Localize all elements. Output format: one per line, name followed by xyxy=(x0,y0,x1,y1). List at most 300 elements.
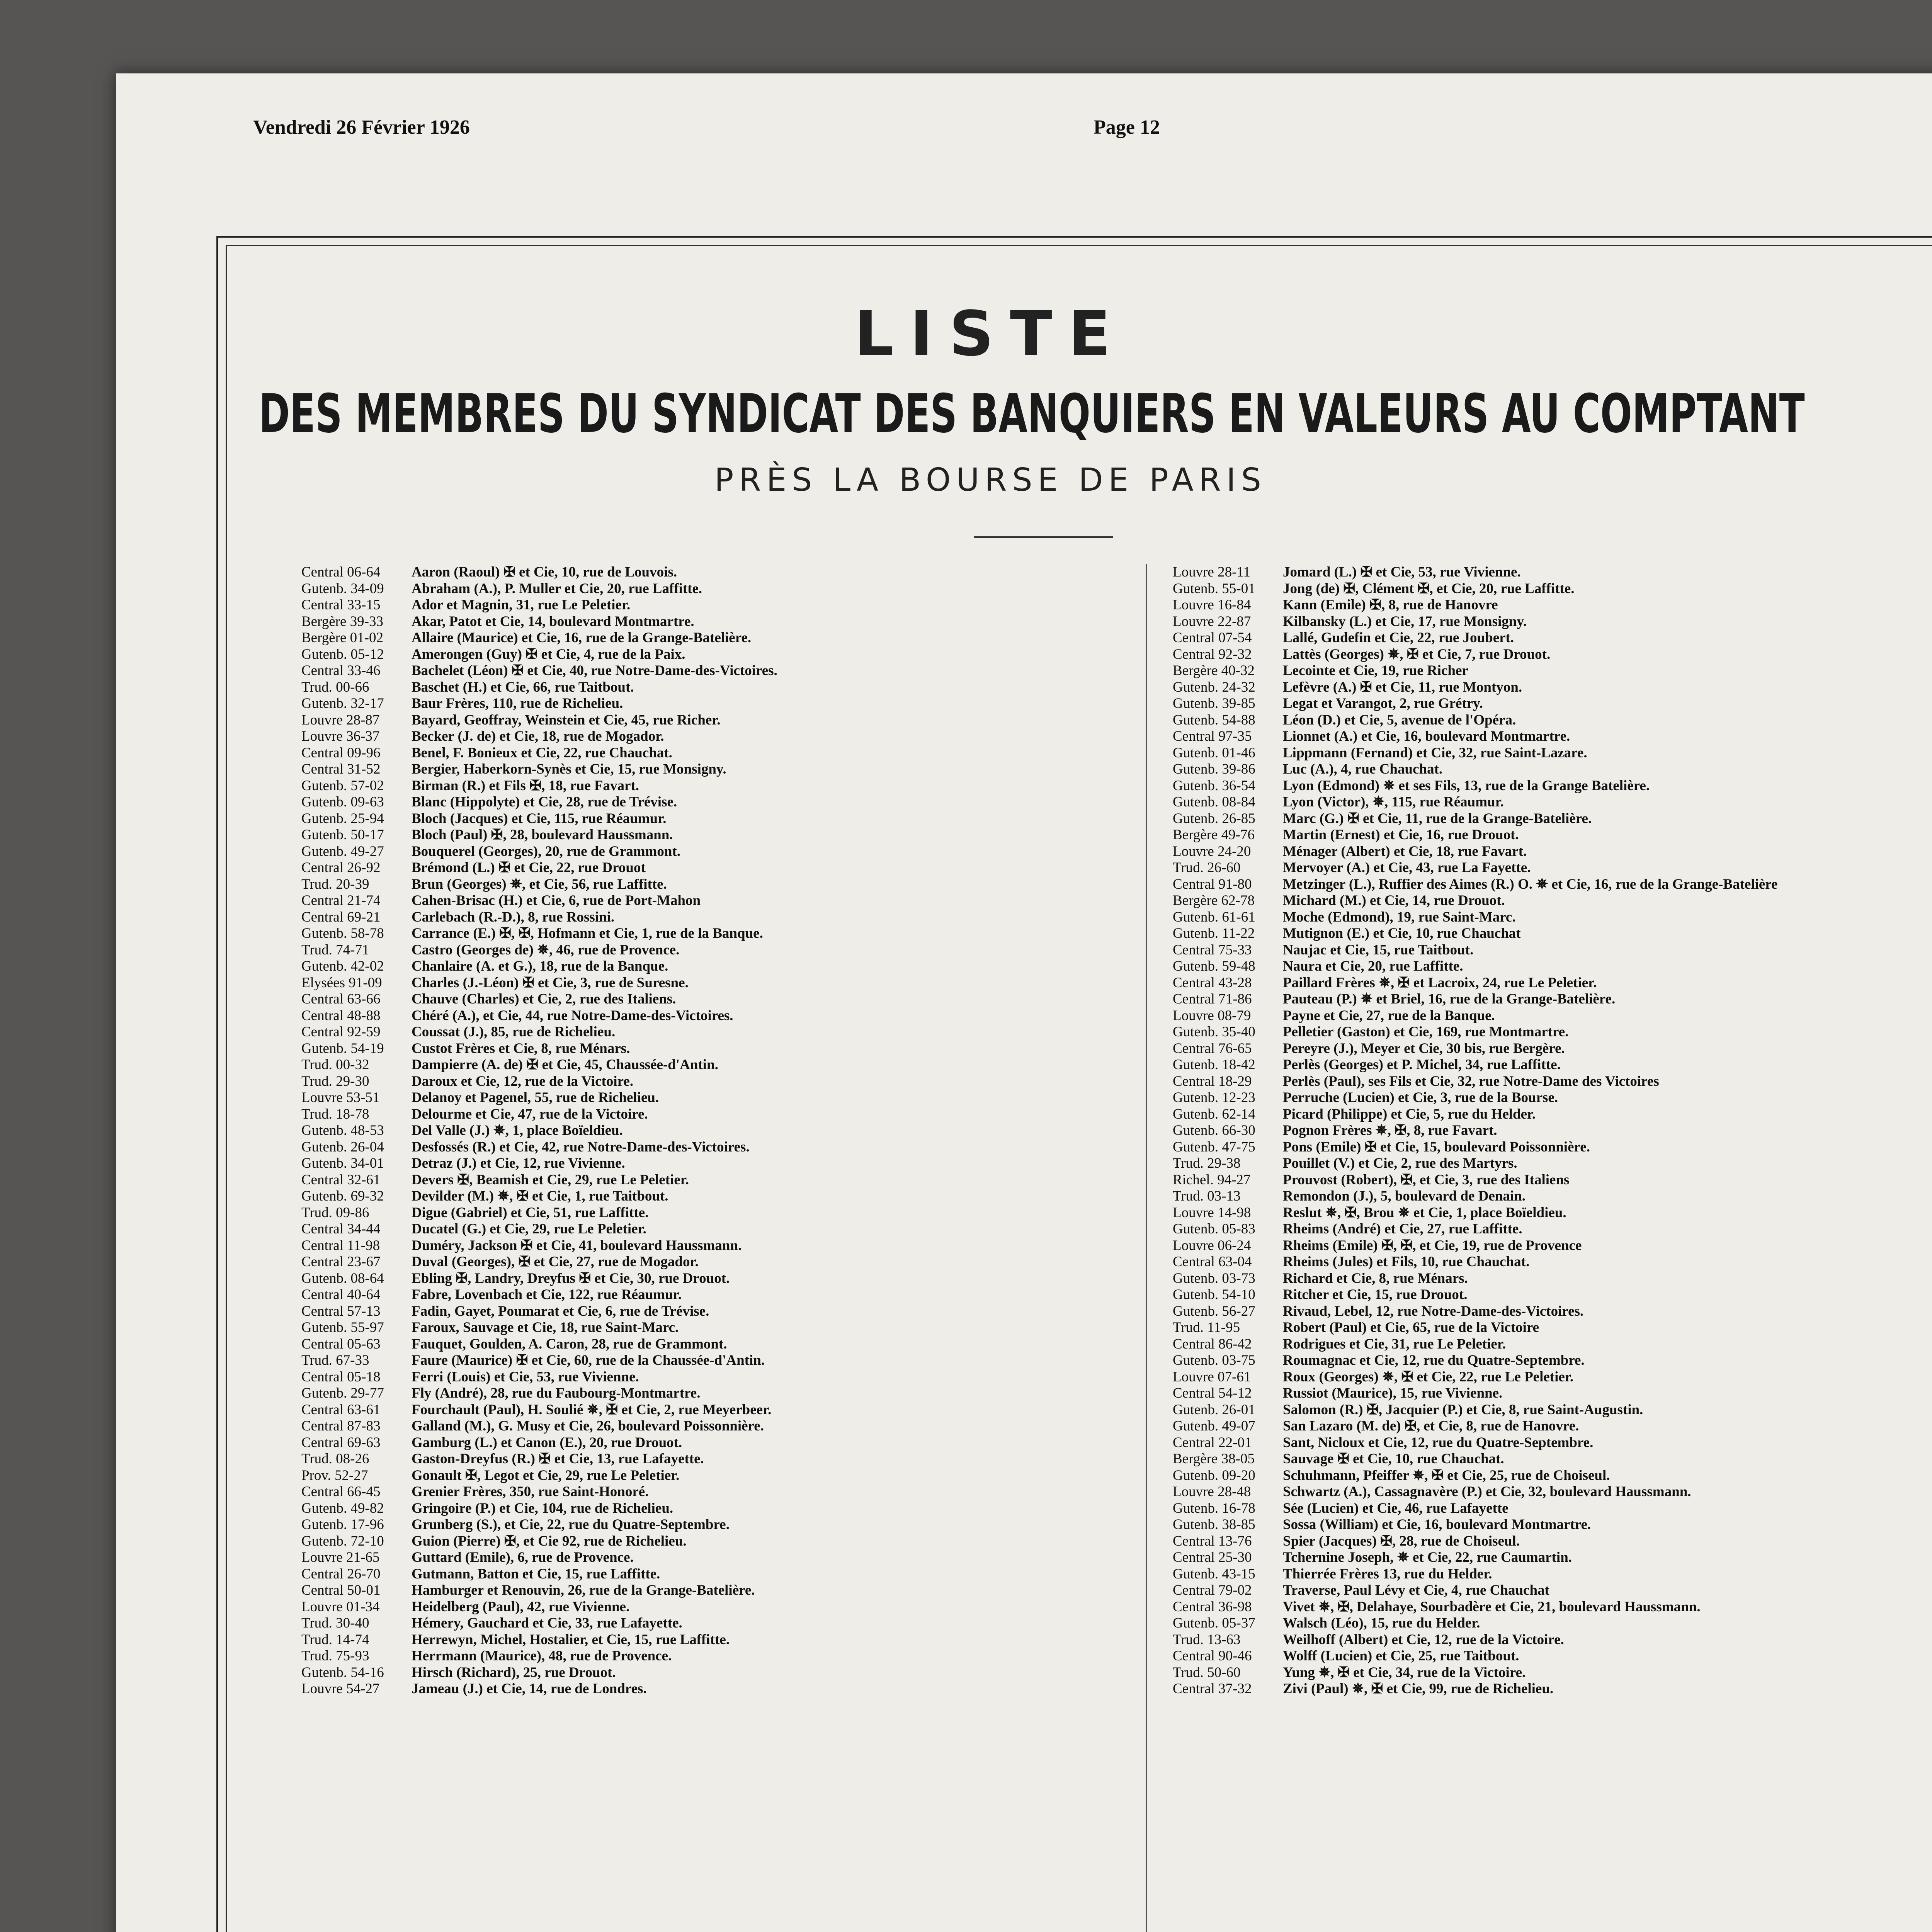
member-row xyxy=(301,630,1136,646)
member-phone: Central 11-98 xyxy=(301,1237,380,1253)
member-name: Ferri (Louis) et Cie, 53, rue Vivienne. xyxy=(412,1369,639,1385)
member-phone: Gutenb. 05-12 xyxy=(301,646,384,662)
member-row xyxy=(1173,728,1932,745)
member-name: Fabre, Lovenbach et Cie, 122, rue Réaumur. xyxy=(412,1287,682,1303)
member-phone: Elysées 91-09 xyxy=(301,975,382,991)
member-phone: Louvre 07-61 xyxy=(1173,1369,1251,1385)
member-phone: Gutenb. 72-10 xyxy=(301,1533,384,1549)
member-phone: Central 71-86 xyxy=(1173,991,1252,1007)
member-name: Sée (Lucien) et Cie, 46, rue Lafayette xyxy=(1283,1500,1509,1516)
member-row xyxy=(301,1648,1136,1665)
member-phone: Central 92-59 xyxy=(301,1024,381,1040)
member-name: Roux (Georges) ✵, ✠ et Cie, 22, rue Le Peletier. xyxy=(1283,1369,1574,1385)
member-row xyxy=(1173,1188,1932,1205)
member-phone: Gutenb. 38-85 xyxy=(1173,1517,1255,1532)
member-name: Rodrigues et Cie, 31, rue Le Peletier. xyxy=(1283,1336,1506,1352)
member-row xyxy=(1173,1172,1932,1189)
member-row xyxy=(301,1435,1136,1451)
member-phone: Gutenb. 26-04 xyxy=(301,1139,384,1155)
member-phone: Gutenb. 54-88 xyxy=(1173,712,1255,728)
member-name: Ador et Magnin, 31, rue Le Peletier. xyxy=(412,597,631,613)
member-row xyxy=(1173,1008,1932,1024)
member-phone: Trud. 11-95 xyxy=(1173,1320,1240,1335)
member-name: Sant, Nicloux et Cie, 12, rue du Quatre-Septembre. xyxy=(1283,1434,1594,1451)
title-pres-bourse: PRÈS LA BOURSE DE PARIS xyxy=(714,462,1267,498)
member-row xyxy=(1173,1090,1932,1106)
member-row xyxy=(301,876,1136,893)
member-phone: Trud. 29-38 xyxy=(1173,1155,1241,1171)
member-phone: Central 09-96 xyxy=(301,745,381,761)
member-row xyxy=(301,1073,1136,1090)
member-row xyxy=(1173,1681,1932,1697)
member-name: Jomard (L.) ✠ et Cie, 53, rue Vivienne. xyxy=(1283,564,1521,580)
member-phone: Louvre 24-20 xyxy=(1173,843,1251,859)
member-row xyxy=(301,794,1136,811)
member-phone: Central 23-67 xyxy=(301,1254,381,1270)
member-phone: Gutenb. 54-16 xyxy=(301,1664,384,1680)
member-phone: Trud. 26-60 xyxy=(1173,860,1241,876)
member-row xyxy=(301,1681,1136,1697)
member-name: Roumagnac et Cie, 12, rue du Quatre-Septembre. xyxy=(1283,1352,1585,1368)
member-row xyxy=(301,1451,1136,1468)
member-name: Pons (Emile) ✠ et Cie, 15, boulevard Poissonnière. xyxy=(1283,1139,1590,1155)
member-name: Baur Frères, 110, rue de Richelieu. xyxy=(412,696,623,711)
member-row xyxy=(1173,1402,1932,1418)
member-row xyxy=(1173,1303,1932,1320)
member-name: Rivaud, Lebel, 12, rue Notre-Dame-des-Victoires. xyxy=(1283,1303,1584,1319)
member-row xyxy=(1173,1106,1932,1123)
member-phone: Richel. 94-27 xyxy=(1173,1172,1251,1188)
member-name: Sossa (William) et Cie, 16, boulevard Montmartre. xyxy=(1283,1517,1591,1532)
member-row xyxy=(301,1336,1136,1353)
member-row xyxy=(1173,581,1932,597)
member-row xyxy=(301,712,1136,729)
member-row xyxy=(301,1008,1136,1024)
member-row xyxy=(1173,1599,1932,1616)
member-row xyxy=(1173,1582,1932,1599)
member-phone: Central 05-63 xyxy=(301,1336,381,1352)
member-name: Chanlaire (A. et G.), 18, rue de la Banque. xyxy=(412,958,668,974)
member-row xyxy=(301,1549,1136,1566)
member-phone: Trud. 18-78 xyxy=(301,1106,369,1122)
member-row xyxy=(1173,1451,1932,1468)
member-row xyxy=(1173,679,1932,696)
member-name: Brun (Georges) ✵, et Cie, 56, rue Laffitte. xyxy=(412,876,667,892)
member-phone: Gutenb. 49-82 xyxy=(301,1500,384,1516)
member-name: Yung ✵, ✠ et Cie, 34, rue de la Victoire. xyxy=(1283,1664,1526,1680)
member-name: Lecointe et Cie, 19, rue Richer xyxy=(1283,663,1468,679)
member-row xyxy=(1173,1615,1932,1632)
member-row xyxy=(301,1287,1136,1303)
member-row xyxy=(1173,876,1932,893)
member-row xyxy=(1173,712,1932,729)
member-row xyxy=(301,1615,1136,1632)
member-row xyxy=(301,1172,1136,1189)
member-row xyxy=(301,1402,1136,1418)
member-phone: Gutenb. 32-17 xyxy=(301,696,384,711)
member-name: Reslut ✵, ✠, Brou ✵ et Cie, 1, place Boïeldieu. xyxy=(1283,1204,1566,1221)
member-row xyxy=(1173,909,1932,926)
member-phone: Louvre 14-98 xyxy=(1173,1204,1251,1221)
member-phone: Gutenb. 12-23 xyxy=(1173,1090,1255,1105)
member-name: Grenier Frères, 350, rue Saint-Honoré. xyxy=(412,1484,649,1500)
member-phone: Central 18-29 xyxy=(1173,1073,1252,1089)
member-phone: Louvre 53-51 xyxy=(301,1090,380,1105)
member-phone: Central 63-61 xyxy=(301,1401,381,1418)
member-phone: Central 21-74 xyxy=(301,893,381,908)
member-name: Kilbansky (L.) et Cie, 17, rue Monsigny. xyxy=(1283,613,1527,629)
member-phone: Gutenb. 09-63 xyxy=(301,794,384,810)
member-row xyxy=(1173,991,1932,1008)
members-list-right xyxy=(1173,564,1932,1697)
member-phone: Gutenb. 59-48 xyxy=(1173,958,1255,974)
member-phone: Louvre 28-87 xyxy=(301,712,380,728)
member-name: Dampierre (A. de) ✠ et Cie, 45, Chaussée-d'Antin. xyxy=(412,1057,718,1073)
member-row xyxy=(1173,1320,1932,1336)
member-name: Birman (R.) et Fils ✠, 18, rue Favart. xyxy=(412,777,639,794)
member-name: Kann (Emile) ✠, 8, rue de Hanovre xyxy=(1283,597,1498,613)
member-phone: Louvre 01-34 xyxy=(301,1599,380,1615)
member-row xyxy=(1173,860,1932,876)
member-row xyxy=(301,1517,1136,1533)
member-phone: Trud. 20-39 xyxy=(301,876,369,892)
member-name: Perlès (Georges) et P. Michel, 34, rue Laffitte. xyxy=(1283,1057,1561,1073)
member-row xyxy=(301,597,1136,614)
member-phone: Gutenb. 08-84 xyxy=(1173,794,1255,810)
member-row xyxy=(1173,1254,1932,1270)
page-number: Page 12 xyxy=(1094,116,1160,138)
member-name: Rheims (André) et Cie, 27, rue Laffitte. xyxy=(1283,1221,1522,1237)
member-row xyxy=(1173,958,1932,975)
member-row xyxy=(301,581,1136,597)
member-row xyxy=(1173,1418,1932,1435)
member-row xyxy=(301,646,1136,663)
member-name: Léon (D.) et Cie, 5, avenue de l'Opéra. xyxy=(1283,712,1516,728)
member-name: Herrmann (Maurice), 48, rue de Provence. xyxy=(412,1648,672,1664)
member-phone: Trud. 29-30 xyxy=(301,1073,369,1089)
member-phone: Central 79-02 xyxy=(1173,1582,1252,1598)
member-name: Remondon (J.), 5, boulevard de Denain. xyxy=(1283,1188,1526,1204)
member-name: Jong (de) ✠, Clément ✠, et Cie, 20, rue Laffitte. xyxy=(1283,580,1575,597)
member-phone: Louvre 06-24 xyxy=(1173,1237,1251,1253)
member-row xyxy=(1173,1057,1932,1073)
member-phone: Gutenb. 49-27 xyxy=(301,843,384,859)
member-phone: Central 69-21 xyxy=(301,909,381,925)
title-liste: LISTE xyxy=(854,298,1127,370)
member-phone: Gutenb. 26-85 xyxy=(1173,810,1255,827)
member-row xyxy=(301,745,1136,762)
member-name: Ménager (Albert) et Cie, 18, rue Favart. xyxy=(1283,843,1527,859)
member-name: Guttard (Emile), 6, rue de Provence. xyxy=(412,1549,634,1565)
member-row xyxy=(1173,1073,1932,1090)
member-name: Salomon (R.) ✠, Jacquier (P.) et Cie, 8, rue Saint-Augustin. xyxy=(1283,1401,1643,1418)
member-phone: Central 33-15 xyxy=(301,597,381,613)
member-name: Tchernine Joseph, ✵ et Cie, 22, rue Caumartin. xyxy=(1283,1549,1572,1565)
member-name: Gamburg (L.) et Canon (E.), 20, rue Drouot. xyxy=(412,1434,682,1451)
member-name: Gringoire (P.) et Cie, 104, rue de Richelieu. xyxy=(412,1500,673,1516)
member-phone: Trud. 30-40 xyxy=(301,1615,369,1631)
member-phone: Gutenb. 16-78 xyxy=(1173,1500,1255,1516)
member-name: Marc (G.) ✠ et Cie, 11, rue de la Grange-Batelière. xyxy=(1283,810,1592,827)
member-name: Robert (Paul) et Cie, 65, rue de la Victoire xyxy=(1283,1320,1539,1335)
member-row xyxy=(1173,942,1932,959)
member-name: Abraham (A.), P. Muller et Cie, 20, rue Laffitte. xyxy=(412,580,702,597)
member-phone: Central 97-35 xyxy=(1173,728,1252,744)
member-row xyxy=(301,1024,1136,1041)
member-name: Lippmann (Fernand) et Cie, 32, rue Saint-Lazare. xyxy=(1283,745,1587,761)
member-name: Lefèvre (A.) ✠ et Cie, 11, rue Montyon. xyxy=(1283,679,1522,695)
member-row xyxy=(1173,1435,1932,1451)
member-name: Duméry, Jackson ✠ et Cie, 41, boulevard Haussmann. xyxy=(412,1237,742,1253)
member-row xyxy=(301,1270,1136,1287)
member-phone: Gutenb. 01-46 xyxy=(1173,745,1255,761)
member-name: Akar, Patot et Cie, 14, boulevard Montmartre. xyxy=(412,613,694,629)
title-membres: DES MEMBRES DU SYNDICAT DES BANQUIERS EN VALEURS AU COMPTANT xyxy=(259,383,1805,445)
member-row xyxy=(301,1632,1136,1648)
member-row xyxy=(301,1582,1136,1599)
member-row xyxy=(301,958,1136,975)
member-phone: Gutenb. 66-30 xyxy=(1173,1122,1255,1138)
member-row xyxy=(1173,1205,1932,1221)
member-phone: Central 31-52 xyxy=(301,761,381,777)
member-phone: Gutenb. 42-02 xyxy=(301,958,384,974)
member-phone: Gutenb. 50-17 xyxy=(301,827,384,843)
member-name: Lionnet (A.) et Cie, 16, boulevard Montmartre. xyxy=(1283,728,1570,744)
member-name: Herrewyn, Michel, Hostalier, et Cie, 15, rue Laffitte. xyxy=(412,1631,730,1648)
member-row xyxy=(1173,1517,1932,1533)
member-phone: Central 40-64 xyxy=(301,1287,381,1303)
member-name: Bloch (Jacques) et Cie, 115, rue Réaumur. xyxy=(412,810,667,827)
member-row xyxy=(1173,1155,1932,1172)
member-row xyxy=(301,1090,1136,1106)
member-name: Becker (J. de) et Cie, 18, rue de Mogador. xyxy=(412,728,664,744)
member-phone: Central 43-28 xyxy=(1173,975,1252,991)
member-name: Lattès (Georges) ✵, ✠ et Cie, 7, rue Drouot. xyxy=(1283,646,1551,662)
member-name: Faure (Maurice) ✠ et Cie, 60, rue de la Chaussée-d'Antin. xyxy=(412,1352,765,1368)
member-name: Pelletier (Gaston) et Cie, 169, rue Montmartre. xyxy=(1283,1024,1569,1040)
member-phone: Louvre 22-87 xyxy=(1173,613,1251,629)
member-row xyxy=(1173,564,1932,581)
member-row xyxy=(301,1369,1136,1386)
member-phone: Central 92-32 xyxy=(1173,646,1252,662)
member-row xyxy=(1173,1533,1932,1550)
member-phone: Gutenb. 69-32 xyxy=(301,1188,384,1204)
member-row xyxy=(301,893,1136,909)
member-phone: Prov. 52-27 xyxy=(301,1467,368,1483)
member-name: Coussat (J.), 85, rue de Richelieu. xyxy=(412,1024,616,1040)
member-row xyxy=(301,663,1136,679)
member-row xyxy=(301,844,1136,860)
member-row xyxy=(301,1418,1136,1435)
member-row xyxy=(301,1155,1136,1172)
member-phone: Central 37-32 xyxy=(1173,1681,1252,1697)
member-name: Aaron (Raoul) ✠ et Cie, 10, rue de Louvois. xyxy=(412,564,677,580)
member-row xyxy=(1173,975,1932,992)
member-phone: Louvre 28-11 xyxy=(1173,564,1251,580)
member-phone: Central 69-63 xyxy=(301,1434,381,1451)
member-row xyxy=(301,1139,1136,1156)
member-row xyxy=(1173,893,1932,909)
member-name: Carlebach (R.-D.), 8, rue Rossini. xyxy=(412,909,615,925)
member-name: Perruche (Lucien) et Cie, 3, rue de la Bourse. xyxy=(1283,1090,1558,1105)
member-name: Guion (Pierre) ✠, et Cie 92, rue de Richelieu. xyxy=(412,1533,687,1549)
member-name: Bayard, Geoffray, Weinstein et Cie, 45, rue Richer. xyxy=(412,712,721,728)
member-row xyxy=(1173,925,1932,942)
member-phone: Louvre 16-84 xyxy=(1173,597,1251,613)
member-name: Naura et Cie, 20, rue Laffitte. xyxy=(1283,958,1463,974)
member-row xyxy=(301,827,1136,844)
member-name: Rheims (Emile) ✠, ✠, et Cie, 19, rue de Provence xyxy=(1283,1237,1582,1253)
member-name: Desfossés (R.) et Cie, 42, rue Notre-Dame-des-Victoires. xyxy=(412,1139,750,1155)
member-name: Rheims (Jules) et Fils, 10, rue Chauchat. xyxy=(1283,1254,1530,1270)
member-row xyxy=(301,925,1136,942)
member-row xyxy=(301,1320,1136,1336)
member-name: San Lazaro (M. de) ✠, et Cie, 8, rue de Hanovre. xyxy=(1283,1418,1579,1434)
member-name: Sauvage ✠ et Cie, 10, rue Chauchat. xyxy=(1283,1451,1504,1467)
member-row xyxy=(301,1385,1136,1402)
member-name: Grunberg (S.), et Cie, 22, rue du Quatre-Septembre. xyxy=(412,1517,730,1532)
member-name: Galland (M.), G. Musy et Cie, 26, boulevard Poissonnière. xyxy=(412,1418,764,1434)
member-row xyxy=(1173,1468,1932,1484)
member-name: Russiot (Maurice), 15, rue Vivienne. xyxy=(1283,1385,1503,1401)
member-phone: Gutenb. 56-27 xyxy=(1173,1303,1255,1319)
member-phone: Trud. 67-33 xyxy=(301,1352,369,1368)
member-row xyxy=(301,1041,1136,1057)
member-row xyxy=(1173,646,1932,663)
member-phone: Central 86-42 xyxy=(1173,1336,1252,1352)
member-row xyxy=(301,991,1136,1008)
member-phone: Central 75-33 xyxy=(1173,942,1252,958)
member-name: Castro (Georges de) ✵, 46, rue de Provence. xyxy=(412,942,680,958)
member-name: Bouquerel (Georges), 20, rue de Grammont. xyxy=(412,843,681,859)
member-row xyxy=(301,1303,1136,1320)
member-name: Del Valle (J.) ✵, 1, place Boïeldieu. xyxy=(412,1122,623,1138)
member-phone: Gutenb. 34-01 xyxy=(301,1155,384,1171)
member-name: Prouvost (Robert), ✠, et Cie, 3, rue des Italiens xyxy=(1283,1172,1570,1188)
member-name: Lyon (Edmond) ✵ et ses Fils, 13, rue de la Grange Batelière. xyxy=(1283,777,1650,794)
member-phone: Bergère 49-76 xyxy=(1173,827,1255,843)
member-name: Pouillet (V.) et Cie, 2, rue des Martyrs. xyxy=(1283,1155,1517,1171)
member-row xyxy=(1173,1221,1932,1238)
member-name: Weilhoff (Albert) et Cie, 12, rue de la Victoire. xyxy=(1283,1631,1564,1648)
member-name: Allaire (Maurice) et Cie, 16, rue de la Grange-Batelière. xyxy=(412,630,752,646)
member-name: Charles (J.-Léon) ✠ et Cie, 3, rue de Suresne. xyxy=(412,975,689,991)
member-row xyxy=(1173,1238,1932,1254)
member-row xyxy=(1173,761,1932,778)
member-name: Brémond (L.) ✠ et Cie, 22, rue Drouot xyxy=(412,860,646,876)
member-phone: Louvre 21-65 xyxy=(301,1549,380,1565)
member-row xyxy=(301,778,1136,794)
member-row xyxy=(1173,1632,1932,1648)
member-name: Baschet (H.) et Cie, 66, rue Taitbout. xyxy=(412,679,634,695)
member-row xyxy=(1173,1484,1932,1500)
member-name: Heidelberg (Paul), 42, rue Vivienne. xyxy=(412,1599,630,1615)
member-name: Zivi (Paul) ✵, ✠ et Cie, 99, rue de Richelieu. xyxy=(1283,1681,1554,1697)
member-name: Vivet ✵, ✠, Delahaye, Sourbadère et Cie, 21, boulevard Haussmann. xyxy=(1283,1599,1701,1615)
member-name: Carrance (E.) ✠, ✠, Hofmann et Cie, 1, rue de la Banque. xyxy=(412,925,763,941)
member-phone: Louvre 36-37 xyxy=(301,728,380,744)
member-name: Perlès (Paul), ses Fils et Cie, 32, rue Notre-Dame des Victoires xyxy=(1283,1073,1659,1089)
member-phone: Gutenb. 17-96 xyxy=(301,1517,384,1532)
member-row xyxy=(301,728,1136,745)
member-row xyxy=(301,614,1136,630)
member-phone: Gutenb. 03-75 xyxy=(1173,1352,1255,1368)
member-name: Cahen-Brisac (H.) et Cie, 6, rue de Port-Mahon xyxy=(412,893,701,908)
member-name: Devilder (M.) ✵, ✠ et Cie, 1, rue Taitbout. xyxy=(412,1188,668,1204)
member-phone: Trud. 74-71 xyxy=(301,942,369,958)
member-name: Richard et Cie, 8, rue Ménars. xyxy=(1283,1270,1468,1286)
member-name: Paillard Frères ✵, ✠ et Lacroix, 24, rue Le Peletier. xyxy=(1283,975,1597,991)
member-name: Hirsch (Richard), 25, rue Drouot. xyxy=(412,1664,616,1680)
member-row xyxy=(1173,778,1932,794)
member-phone: Gutenb. 49-07 xyxy=(1173,1418,1255,1434)
member-phone: Trud. 14-74 xyxy=(301,1631,369,1648)
member-name: Amerongen (Guy) ✠ et Cie, 4, rue de la Paix. xyxy=(412,646,685,662)
member-name: Picard (Philippe) et Cie, 5, rue du Helder. xyxy=(1283,1106,1536,1122)
member-phone: Central 87-83 xyxy=(301,1418,381,1434)
member-phone: Central 06-64 xyxy=(301,564,381,580)
member-name: Bloch (Paul) ✠, 28, boulevard Haussmann. xyxy=(412,827,673,843)
member-phone: Central 25-30 xyxy=(1173,1549,1252,1565)
member-phone: Central 32-61 xyxy=(301,1172,381,1188)
member-phone: Gutenb. 61-61 xyxy=(1173,909,1255,925)
member-phone: Central 90-46 xyxy=(1173,1648,1252,1664)
member-name: Gutmann, Batton et Cie, 15, rue Laffitte. xyxy=(412,1566,660,1582)
member-phone: Gutenb. 03-73 xyxy=(1173,1270,1255,1286)
member-phone: Gutenb. 09-20 xyxy=(1173,1467,1255,1483)
member-phone: Bergère 01-02 xyxy=(301,630,383,646)
members-list-left xyxy=(301,564,1136,1697)
member-phone: Gutenb. 29-77 xyxy=(301,1385,384,1401)
member-row xyxy=(301,909,1136,926)
member-row xyxy=(1173,1336,1932,1353)
member-name: Pauteau (P.) ✵ et Briel, 16, rue de la Grange-Batelière. xyxy=(1283,991,1616,1007)
member-phone: Gutenb. 54-10 xyxy=(1173,1287,1255,1303)
member-phone: Gutenb. 05-83 xyxy=(1173,1221,1255,1237)
member-name: Blanc (Hippolyte) et Cie, 28, rue de Trévise. xyxy=(412,794,677,810)
member-phone: Central 36-98 xyxy=(1173,1599,1252,1615)
member-row xyxy=(1173,811,1932,827)
member-row xyxy=(1173,1287,1932,1303)
member-row xyxy=(1173,1024,1932,1041)
member-phone: Trud. 08-26 xyxy=(301,1451,369,1467)
member-row xyxy=(301,1484,1136,1500)
member-phone: Gutenb. 57-02 xyxy=(301,777,384,794)
member-row xyxy=(301,975,1136,992)
member-phone: Gutenb. 55-01 xyxy=(1173,580,1255,597)
member-phone: Bergère 38-05 xyxy=(1173,1451,1255,1467)
member-row xyxy=(301,1106,1136,1123)
member-phone: Central 26-92 xyxy=(301,860,381,876)
member-phone: Bergère 40-32 xyxy=(1173,663,1255,679)
member-phone: Central 57-13 xyxy=(301,1303,381,1319)
member-name: Daroux et Cie, 12, rue de la Victoire. xyxy=(412,1073,634,1089)
member-phone: Louvre 28-48 xyxy=(1173,1484,1251,1500)
member-phone: Trud. 09-86 xyxy=(301,1204,369,1221)
member-row xyxy=(301,811,1136,827)
member-name: Hémery, Gauchard et Cie, 33, rue Lafayette. xyxy=(412,1615,682,1631)
member-phone: Louvre 08-79 xyxy=(1173,1007,1251,1024)
member-name: Gonault ✠, Legot et Cie, 29, rue Le Peletier. xyxy=(412,1467,680,1483)
member-name: Bachelet (Léon) ✠ et Cie, 40, rue Notre-Dame-des-Victoires. xyxy=(412,663,777,679)
column-divider xyxy=(1146,564,1147,1932)
member-name: Jameau (J.) et Cie, 14, rue de Londres. xyxy=(412,1681,647,1697)
member-name: Duval (Georges), ✠ et Cie, 27, rue de Mogador. xyxy=(412,1254,699,1270)
member-name: Thierrée Frères 13, rue du Helder. xyxy=(1283,1566,1492,1582)
member-phone: Central 66-45 xyxy=(301,1484,381,1500)
member-row xyxy=(1173,1352,1932,1369)
member-row xyxy=(301,1665,1136,1681)
